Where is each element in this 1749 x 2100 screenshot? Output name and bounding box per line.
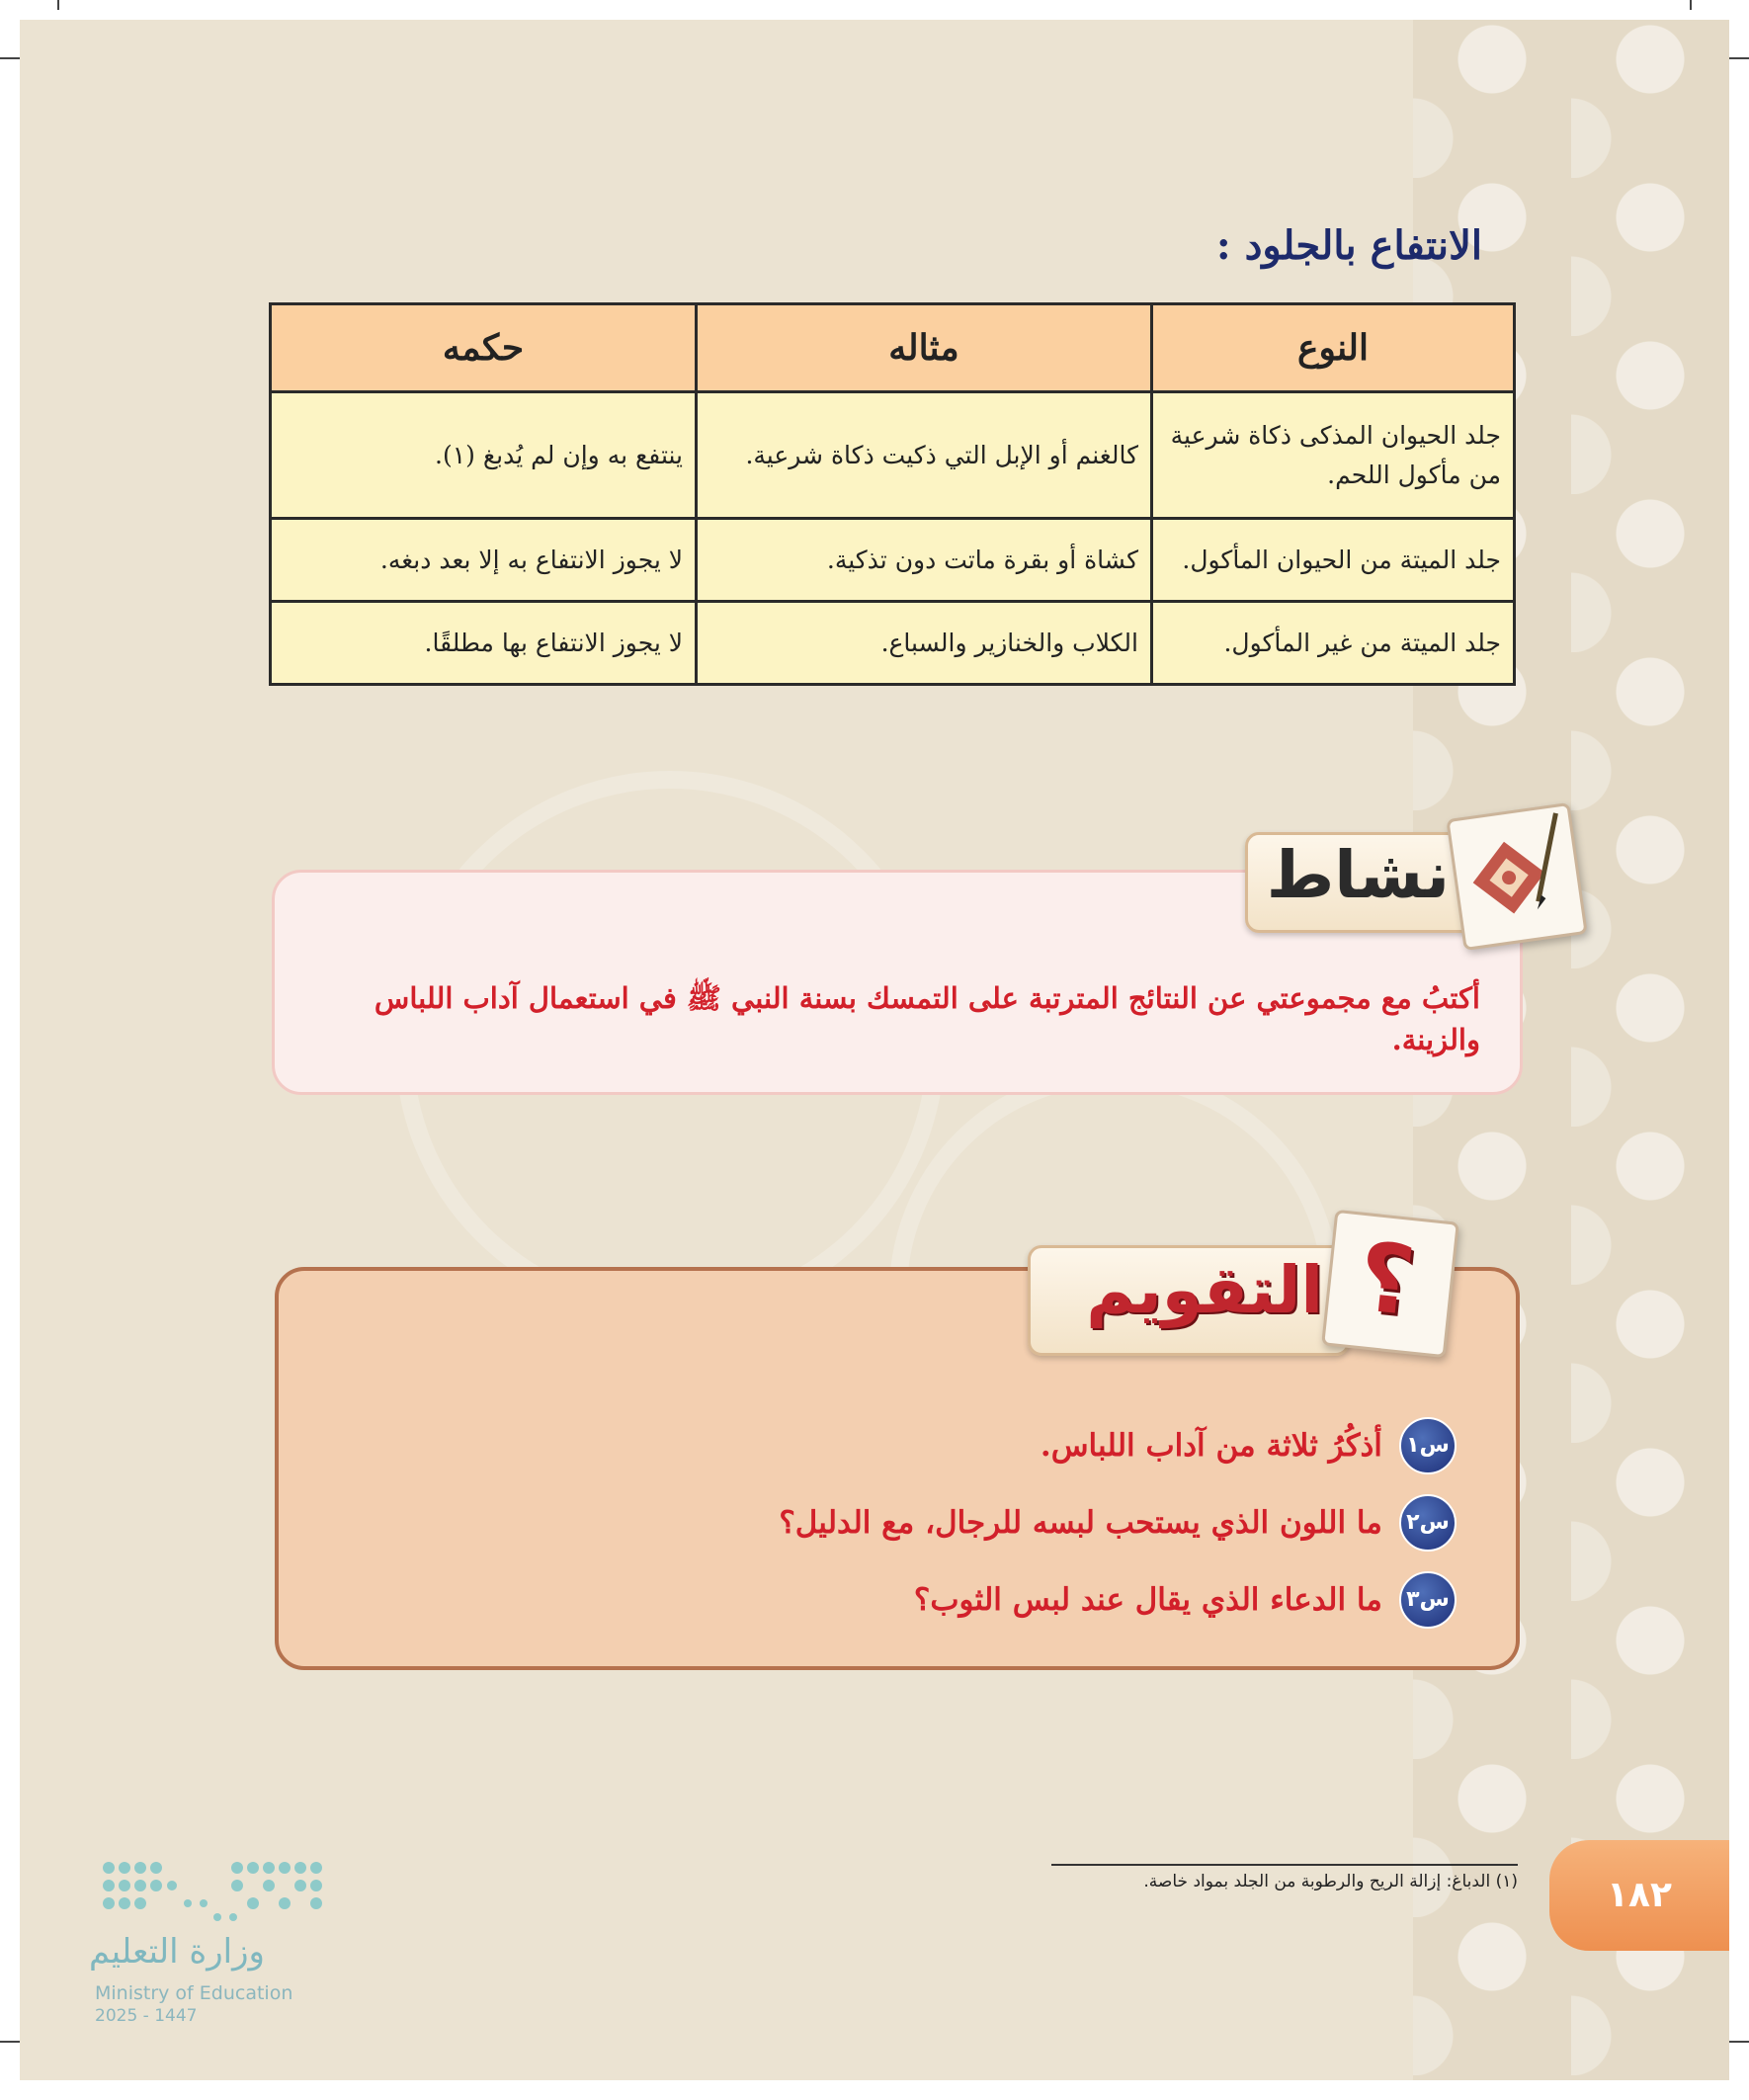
crop-mark (1690, 0, 1692, 10)
footnote: (١) الدباغ: إزالة الريح والرطوبة من الجلد بمواد خاصة. (1143, 1872, 1518, 1891)
table-row (271, 602, 1515, 685)
question-2 (370, 1494, 1457, 1552)
question-1 (370, 1417, 1457, 1474)
question-text: ما الدعاء الذي يقال عند لبس الثوب؟ (913, 1582, 1382, 1618)
question-text: ما اللون الذي يستحب لبسه للرجال، مع الدليل؟ (779, 1505, 1382, 1541)
table-cell: كالغنم أو الإبل التي ذكيت ذكاة شرعية. (697, 392, 1152, 519)
table-cell: لا يجوز الانتفاع بها مطلقًا. (271, 602, 697, 685)
question-badge: س٢ (1399, 1494, 1457, 1552)
evaluation-title: التقويم (1086, 1252, 1323, 1328)
table-cell: كشاة أو بقرة ماتت دون تذكية. (697, 519, 1152, 602)
table-cell: جلد الحيوان المذكى ذكاة شرعية من مأكول اللحم. (1152, 392, 1515, 519)
table-row (271, 519, 1515, 602)
question-mark-symbol: ؟ (1353, 1220, 1420, 1338)
table-cell: لا يجوز الانتفاع به إلا بعد دبغه. (271, 519, 697, 602)
question-badge: س٣ (1399, 1571, 1457, 1629)
activity-text: أكتبُ مع مجموعتي عن النتائج المترتبة على التمسك بسنة النبي ﷺ في استعمال آداب اللباس والزينة. (374, 981, 1480, 1056)
pen-paper-icon (1446, 802, 1587, 951)
table-cell: جلد الميتة من الحيوان المأكول. (1152, 519, 1515, 602)
ministry-name-english: Ministry of Education (95, 1982, 293, 2004)
ministry-name-arabic: وزارة التعليم (89, 1932, 265, 1972)
ministry-year: 2025 - 1447 (95, 2006, 198, 2026)
question-badge: س١ (1399, 1417, 1457, 1474)
crop-mark (57, 0, 59, 10)
table-cell: ينتفع به وإن لم يُدبغ (١). (271, 392, 697, 519)
table-cell: جلد الميتة من غير المأكول. (1152, 602, 1515, 685)
section-title: الانتفاع بالجلود : (1215, 222, 1482, 269)
textbook-page (20, 20, 1729, 2080)
table-row (271, 392, 1515, 519)
question-mark-icon (1321, 1210, 1459, 1358)
activity-label (1245, 832, 1478, 933)
question-3 (370, 1571, 1457, 1629)
hides-rules-table (269, 302, 1516, 686)
column-header-type: النوع (1152, 304, 1515, 392)
quill-icon (1450, 805, 1585, 947)
page-number: ١٨٢ (1549, 1840, 1729, 1951)
activity-title: نشاط (1266, 837, 1450, 913)
table-cell: الكلاب والخنازير والسباع. (697, 602, 1152, 685)
evaluation-label (1028, 1245, 1350, 1356)
footnote-divider (1051, 1864, 1518, 1866)
question-text: أذكُرُ ثلاثة من آداب اللباس. (1040, 1428, 1382, 1464)
table-header-row (271, 304, 1515, 392)
column-header-example: مثاله (697, 304, 1152, 392)
column-header-ruling: حكمه (271, 304, 697, 392)
